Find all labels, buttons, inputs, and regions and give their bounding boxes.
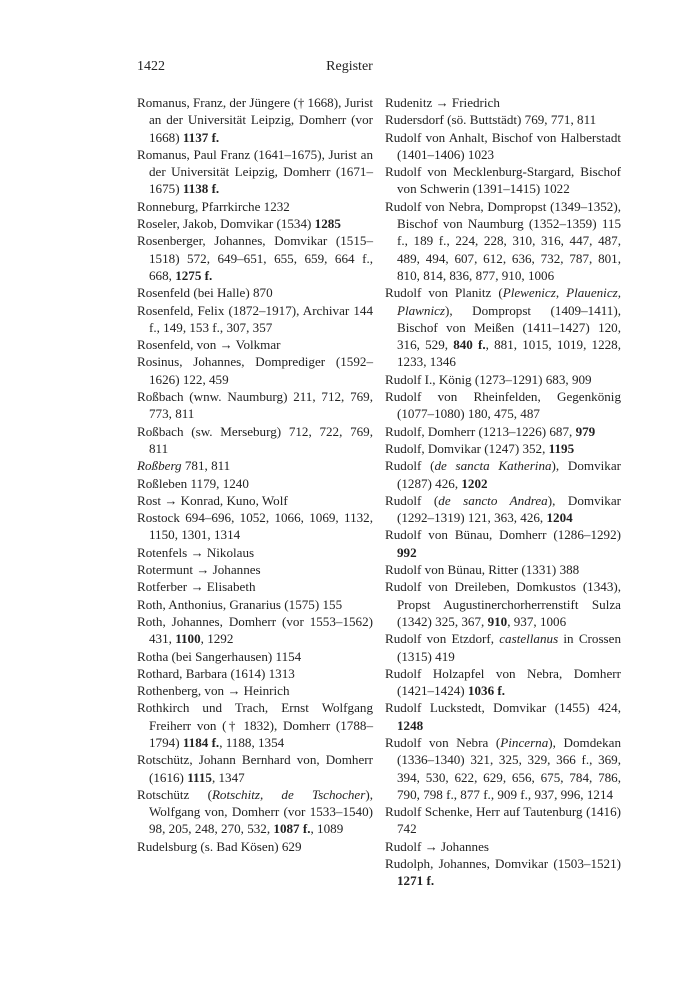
entry-italic-text: Rotschitz, de Tschocher bbox=[211, 786, 366, 802]
entry-text: ), Domvikar (1287) 426, bbox=[397, 458, 621, 491]
entry-text: ), Domdekan (1336–1340) 321, 325, 329, 366 f., 369, 394, 530, 622, 629, 656, 675, 784, 786, 790, 798 f., 877 f., 909 f., 937, 996, 1214 bbox=[397, 734, 622, 802]
entry-text: Ronneburg, Pfarrkirche 1232 bbox=[137, 198, 290, 214]
index-entry bbox=[137, 215, 373, 232]
index-entry bbox=[137, 146, 373, 198]
entry-text: Rudolf von Rheinfelden, Gegenkönig (1077–1080) 180, 475, 487 bbox=[385, 389, 621, 422]
index-entry bbox=[385, 111, 621, 128]
entry-text: Rudersdorf (sö. Buttstädt) 769, 771, 811 bbox=[385, 112, 597, 128]
entry-text: Rudolf ( bbox=[385, 458, 435, 474]
entry-text: Rudolf von Etzdorf, bbox=[385, 631, 500, 647]
index-entry bbox=[137, 665, 373, 682]
entry-text: ), Dompropst (1409–1411), Bischof von Meißen (1411–1427) 120, 316, 529, bbox=[397, 302, 621, 353]
index-entry bbox=[385, 578, 621, 630]
entry-italic-text: Pincerna bbox=[500, 734, 549, 750]
entry-text: Roseler, Jakob, Domvikar (1534) bbox=[137, 216, 315, 232]
entry-text: Rotha (bei Sangerhausen) 1154 bbox=[137, 648, 302, 664]
index-entry bbox=[137, 596, 373, 613]
entry-main-reference: 1087 f. bbox=[273, 821, 311, 837]
entry-text: Rudolf, Domvikar (1247) 352, bbox=[385, 440, 549, 456]
entry-text: Rudolf von Bünau, Domherr (1286–1292) bbox=[385, 527, 621, 543]
page-number: 1422 bbox=[137, 59, 165, 74]
entry-text: Rudolf I., König (1273–1291) 683, 909 bbox=[385, 371, 592, 387]
entry-text: Rudolph, Johannes, Domvikar (1503–1521) bbox=[385, 856, 621, 872]
index-entry bbox=[137, 94, 373, 146]
entry-text: ), Domvikar (1292–1319) 121, 363, 426, bbox=[397, 492, 621, 526]
index-entry bbox=[385, 699, 621, 734]
index-entry bbox=[137, 423, 373, 458]
entry-italic-text: de sancto Andrea bbox=[438, 492, 548, 508]
entry-text: 781, 811 bbox=[181, 458, 231, 474]
index-entry bbox=[137, 544, 373, 561]
page-header bbox=[137, 59, 562, 81]
entry-italic-text: castellanus bbox=[499, 631, 559, 647]
entry-text: Roßbach (wnw. Naumburg) 211, 712, 769, 773, 811 bbox=[137, 389, 373, 422]
running-title: Register bbox=[326, 59, 373, 74]
index-entry bbox=[385, 561, 621, 578]
entry-main-reference: 1138 f. bbox=[182, 181, 220, 197]
entry-text: Roßleben 1179, 1240 bbox=[137, 475, 249, 491]
index-column-left bbox=[137, 94, 373, 855]
index-entry bbox=[385, 492, 621, 527]
entry-text: , 937, 1006 bbox=[507, 613, 567, 629]
entry-text: Rudolf, Domherr (1213–1226) 687, bbox=[385, 423, 576, 439]
entry-main-reference: 1100 bbox=[175, 631, 201, 647]
entry-main-reference: 840 f. bbox=[453, 337, 486, 353]
index-entry bbox=[385, 457, 621, 492]
entry-text: Rudolf von Dreileben, Domkustos (1343), Propst Augustinerchorherrenstift Sulza (1342) 325, 367, bbox=[385, 579, 621, 629]
entry-italic-text: Roßberg bbox=[137, 458, 182, 474]
index-entry bbox=[137, 648, 373, 665]
entry-main-reference: 1036 f. bbox=[467, 683, 506, 699]
index-entry bbox=[385, 630, 621, 665]
index-entry bbox=[137, 561, 373, 578]
entry-text: Rudolf von Mecklenburg-Stargard, Bischof von Schwerin (1391–1415) 1022 bbox=[385, 164, 621, 197]
entry-text: Rudelsburg (s. Bad Kösen) 629 bbox=[137, 838, 302, 854]
entry-text: , 1188, 1354 bbox=[219, 734, 285, 750]
index-entry bbox=[137, 838, 373, 855]
entry-text: , 1347 bbox=[211, 769, 245, 785]
entry-main-reference: 992 bbox=[397, 544, 417, 560]
index-entry bbox=[385, 198, 621, 284]
entry-text: Rothard, Barbara (1614) 1313 bbox=[137, 665, 295, 681]
entry-text: Rosenberger, Johannes, Domvikar (1515–1518) 572, 649–651, 655, 659, 664 f., 668, bbox=[137, 233, 373, 283]
entry-text: Rudolf von Nebra ( bbox=[385, 734, 501, 750]
entry-main-reference: 1184 f. bbox=[182, 734, 220, 750]
entry-text: Rudolf ( bbox=[385, 492, 439, 508]
index-entry bbox=[385, 129, 621, 164]
entry-main-reference: 1202 bbox=[461, 475, 488, 491]
index-entry bbox=[137, 682, 373, 699]
entry-italic-text: Plewenicz, Plauenicz, Plawnicz bbox=[397, 285, 621, 318]
entry-text: Rost → Konrad, Kuno, Wolf bbox=[137, 492, 288, 508]
entry-text: ), Wolfgang von, Domherr (vor 1533–1540) 98, 205, 248, 270, 532, bbox=[149, 786, 373, 837]
entry-text: Rudolf Schenke, Herr auf Tautenburg (1416) 742 bbox=[385, 804, 621, 837]
entry-text: Rudolf Luckstedt, Domvikar (1455) 424, bbox=[385, 700, 621, 716]
entry-main-reference: 1271 f. bbox=[397, 873, 435, 889]
index-entry bbox=[137, 232, 373, 284]
entry-text: Roth, Anthonius, Granarius (1575) 155 bbox=[137, 596, 343, 612]
entry-text: Rudolf von Planitz ( bbox=[385, 285, 503, 301]
entry-main-reference: 1285 bbox=[314, 216, 341, 232]
entry-text: Rudolf von Bünau, Ritter (1331) 388 bbox=[385, 562, 580, 578]
index-entry bbox=[137, 509, 373, 544]
entry-text: Rudolf von Anhalt, Bischof von Halberstadt (1401–1406) 1023 bbox=[385, 129, 621, 162]
entry-text: Rosenfeld (bei Halle) 870 bbox=[137, 285, 273, 301]
entry-text: Rudolf Holzapfel von Nebra, Domherr (1421–1424) bbox=[385, 665, 621, 699]
entry-text: Rudenitz → Friedrich bbox=[385, 95, 500, 110]
index-entry bbox=[137, 457, 373, 474]
index-entry bbox=[385, 440, 621, 457]
entry-text: Rudolf → Johannes bbox=[385, 838, 490, 854]
index-entry bbox=[385, 94, 621, 111]
entry-main-reference: 1137 f. bbox=[182, 129, 220, 145]
entry-text: , 1089 bbox=[310, 821, 344, 837]
index-entry bbox=[385, 526, 621, 561]
index-entry bbox=[137, 751, 373, 786]
index-entry bbox=[137, 302, 373, 337]
entry-text: in Crossen (1315) 419 bbox=[397, 631, 622, 664]
index-entry bbox=[137, 388, 373, 423]
index-entry bbox=[137, 198, 373, 215]
index-entry bbox=[137, 475, 373, 492]
entry-text: Rosinus, Johannes, Domprediger (1592–1626) 122, 459 bbox=[137, 354, 373, 387]
index-entry bbox=[137, 613, 373, 648]
entry-main-reference: 1204 bbox=[546, 510, 573, 526]
entry-text: Rotschütz, Johann Bernhard von, Domherr (1616) bbox=[137, 752, 373, 785]
index-entry bbox=[385, 163, 621, 198]
index-entry bbox=[385, 665, 621, 700]
entry-text: Rotferber → Elisabeth bbox=[137, 579, 256, 595]
entry-text: Rothkirch und Trach, Ernst Wolfgang Freiherr von († 1832), Domherr (1788–1794) bbox=[137, 700, 373, 750]
entry-text: Rudolf von Nebra, Dompropst (1349–1352), Bischof von Naumburg (1352–1359) 115 f., 189 f., 224, 228, 310, 316, 447, 487, 489, 494, 607, 612, 636, 732, 787, 801, 810, 814, 836, 877, 910, 1006 bbox=[385, 198, 621, 283]
entry-text: , 881, 1015, 1019, 1228, 1233, 1346 bbox=[397, 337, 621, 370]
entry-main-reference: 1248 bbox=[397, 717, 424, 733]
entry-text: Roth, Johannes, Domherr (vor 1553–1562) 431, bbox=[137, 613, 373, 647]
index-entry bbox=[137, 699, 373, 751]
index-entry bbox=[137, 336, 373, 353]
entry-main-reference: 1115 bbox=[187, 769, 212, 785]
index-entry bbox=[385, 423, 621, 440]
index-entry bbox=[137, 578, 373, 595]
index-entry bbox=[385, 371, 621, 388]
entry-text: , 1292 bbox=[200, 631, 234, 647]
entry-text: Romanus, Paul Franz (1641–1675), Jurist an der Universität Leipzig, Domherr (1671–1675) bbox=[137, 146, 373, 197]
index-entry bbox=[137, 786, 373, 838]
entry-main-reference: 1275 f. bbox=[175, 267, 213, 283]
entry-text: Rotermunt → Johannes bbox=[137, 562, 261, 578]
entry-main-reference: 979 bbox=[575, 423, 596, 439]
index-entry bbox=[385, 388, 621, 423]
entry-italic-text: de sancta Katherina bbox=[434, 458, 552, 474]
entry-main-reference: 910 bbox=[487, 613, 508, 629]
index-entry bbox=[385, 803, 621, 838]
entry-text: Rosenfeld, von → Volkmar bbox=[137, 337, 281, 353]
entry-main-reference: 1195 bbox=[548, 440, 575, 456]
index-entry bbox=[385, 838, 621, 855]
entry-text: Rotenfels → Nikolaus bbox=[137, 544, 255, 560]
index-entry bbox=[385, 855, 621, 890]
index-column-right bbox=[385, 94, 621, 890]
entry-text: Rostock 694–696, 1052, 1066, 1069, 1132, 1150, 1301, 1314 bbox=[137, 510, 373, 543]
entry-text: Rothenberg, von → Heinrich bbox=[137, 683, 290, 699]
index-entry bbox=[385, 284, 621, 370]
entry-text: Rotschütz ( bbox=[137, 786, 212, 802]
index-entry bbox=[137, 284, 373, 301]
index-entry bbox=[385, 734, 621, 803]
entry-text: Romanus, Franz, der Jüngere († 1668), Jurist an der Universität Leipzig, Domherr (vor 1668) bbox=[137, 95, 374, 145]
entry-text: Rosenfeld, Felix (1872–1917), Archivar 144 f., 149, 153 f., 307, 357 bbox=[137, 302, 373, 335]
entry-text: Roßbach (sw. Merseburg) 712, 722, 769, 811 bbox=[137, 423, 373, 456]
index-entry bbox=[137, 492, 373, 509]
index-entry bbox=[137, 353, 373, 388]
